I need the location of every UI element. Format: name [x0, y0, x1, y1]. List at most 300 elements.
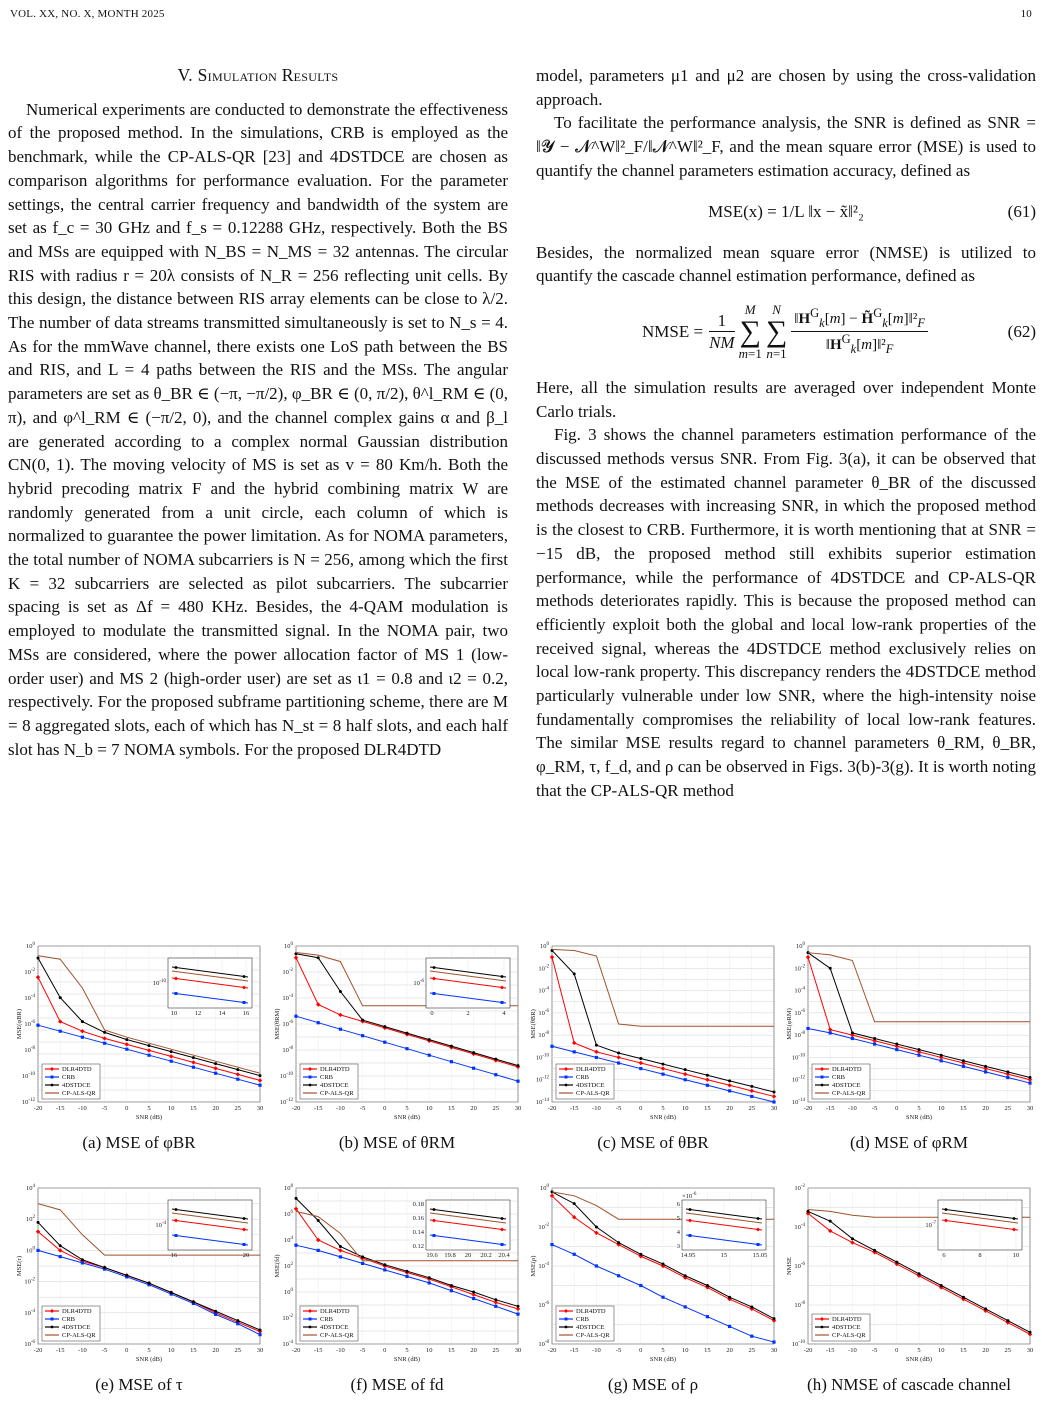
- data-point: [895, 1048, 898, 1051]
- data-point: [494, 1298, 497, 1301]
- data-point: [873, 1042, 876, 1045]
- chart-svg: [14, 938, 266, 1128]
- inset-point: [243, 1217, 246, 1220]
- inset-zoom: [413, 1200, 511, 1259]
- x-tick-label: 15: [704, 1105, 711, 1112]
- data-point: [383, 1025, 386, 1028]
- data-point: [684, 1068, 687, 1071]
- subfigure-caption: (h) NMSE of cascade channel: [807, 1375, 1011, 1394]
- inset-point: [501, 1243, 504, 1246]
- section-title: Simulation Results: [197, 65, 339, 85]
- data-point: [617, 1051, 620, 1054]
- data-point: [125, 1038, 128, 1041]
- data-point: [472, 1291, 475, 1294]
- inset-point: [501, 975, 504, 978]
- x-tick-label: -15: [825, 1347, 835, 1354]
- legend-label: CP-ALS-QR: [62, 1090, 96, 1097]
- inset-point: [501, 1001, 504, 1004]
- x-tick-label: 10: [425, 1347, 433, 1354]
- data-point: [873, 1037, 876, 1040]
- legend-label: DLR4DTD: [832, 1066, 862, 1073]
- data-point: [59, 1030, 62, 1033]
- inset-y-tick: $10^{-6}$: [413, 979, 424, 987]
- section-number: V.: [177, 65, 193, 85]
- inset-x-tick: 14.95: [680, 1252, 696, 1259]
- section-heading: [8, 64, 508, 88]
- y-tick-label: $10^{-2}$: [794, 964, 805, 973]
- inset-x-tick: 8: [978, 1252, 982, 1259]
- data-point: [1006, 1070, 1009, 1073]
- x-tick-label: -20: [547, 1105, 557, 1112]
- inset-x-tick: 6: [942, 1252, 946, 1259]
- legend-marker: [821, 1076, 824, 1079]
- legend-marker: [565, 1318, 568, 1321]
- y-tick-label: $10^{-8}$: [794, 1301, 805, 1309]
- inset-x-tick: 20.2: [480, 1252, 492, 1259]
- x-tick-label: 20: [726, 1105, 733, 1112]
- y-tick-label: $10^{-2}$: [24, 968, 35, 976]
- x-tick-label: 30: [770, 1105, 778, 1112]
- y-axis-label: MSE(τ): [16, 1255, 23, 1277]
- page-number: 10: [1020, 8, 1032, 20]
- x-axis-label: SNR (dB): [649, 1356, 677, 1363]
- x-tick-label: 0: [639, 1347, 643, 1354]
- data-point: [170, 1050, 173, 1053]
- chart-svg: [528, 1180, 780, 1370]
- y-tick-label: $10^{-10}$: [791, 1340, 805, 1348]
- legend-label: CP-ALS-QR: [62, 1332, 96, 1339]
- data-point: [1006, 1319, 1009, 1322]
- y-tick-label: $10^{-10}$: [21, 1072, 35, 1080]
- inset-point: [757, 1217, 760, 1220]
- x-tick-label: 0: [895, 1105, 899, 1112]
- legend-label: CP-ALS-QR: [832, 1332, 866, 1339]
- data-point: [103, 1266, 106, 1269]
- inset-x-tick: 4: [502, 1010, 506, 1017]
- inset-point: [243, 1243, 246, 1246]
- inset-x-tick: 16: [170, 1252, 178, 1259]
- y-tick-label: $10^{-4}$: [24, 1308, 35, 1317]
- y-tick-label: $10^{-6}$: [538, 1301, 549, 1309]
- data-point: [148, 1044, 151, 1047]
- subfigure-caption: (a) MSE of φBR: [82, 1133, 196, 1152]
- inset-x-tick: 12: [194, 1010, 202, 1017]
- x-tick-label: 5: [917, 1105, 921, 1112]
- data-point: [617, 1061, 620, 1064]
- legend-label: CRB: [62, 1316, 76, 1323]
- legend-label: DLR4DTD: [832, 1316, 862, 1323]
- data-point: [339, 990, 342, 993]
- data-point: [258, 1084, 261, 1087]
- data-point: [450, 1289, 453, 1292]
- inset-zoom: [155, 1200, 252, 1259]
- y-tick-label: $10^{-6}$: [282, 1020, 293, 1028]
- y-tick-label: $10^{-12}$: [279, 1098, 293, 1106]
- data-point: [772, 1340, 775, 1343]
- data-point: [772, 1100, 775, 1103]
- inset-point: [945, 1208, 948, 1211]
- subfigure-3: [784, 938, 1036, 1128]
- data-point: [294, 1015, 297, 1018]
- inset-x-tick: 10: [1012, 1252, 1020, 1259]
- y-tick-label: $10^{-8}$: [24, 1046, 35, 1054]
- x-tick-label: 30: [256, 1105, 264, 1112]
- data-point: [728, 1089, 731, 1092]
- x-axis-label: SNR (dB): [905, 1356, 933, 1363]
- data-point: [662, 1263, 665, 1266]
- x-tick-label: 0: [383, 1105, 387, 1112]
- data-point: [962, 1059, 965, 1062]
- legend-label: DLR4DTD: [576, 1308, 606, 1315]
- equation-61: [536, 189, 1036, 235]
- inset-y-tick: 0.14: [412, 1229, 424, 1236]
- data-point: [807, 1210, 810, 1213]
- data-point: [1028, 1081, 1031, 1084]
- x-tick-label: 10: [425, 1105, 433, 1112]
- data-point: [684, 1078, 687, 1081]
- data-point: [81, 1036, 84, 1039]
- inset-exponent: $\times 10^{-6}$: [682, 1192, 697, 1200]
- x-axis-label: SNR (dB): [135, 1114, 163, 1121]
- x-tick-label: -5: [615, 1105, 622, 1112]
- x-tick-label: -20: [33, 1105, 43, 1112]
- x-tick-label: -15: [825, 1105, 835, 1112]
- inset-point: [689, 1234, 692, 1237]
- data-point: [361, 1019, 364, 1022]
- data-point: [317, 1021, 320, 1024]
- equation-number: (61): [1007, 201, 1036, 221]
- x-tick-label: -10: [336, 1105, 345, 1112]
- y-tick-label: $10^0$: [284, 942, 293, 950]
- inset-x-tick: 0: [430, 1010, 434, 1017]
- x-tick-label: 30: [1026, 1105, 1034, 1112]
- inset-x-tick: 20.4: [498, 1252, 510, 1259]
- data-point: [147, 1054, 150, 1057]
- subfigure-caption: (f) MSE of fd: [350, 1375, 444, 1394]
- x-tick-label: 5: [147, 1347, 151, 1354]
- legend-label: 4DSTDCE: [832, 1324, 861, 1331]
- y-tick-label: $10^{-4}$: [794, 986, 805, 995]
- data-point: [494, 1073, 497, 1076]
- y-tick-label: $10^{-12}$: [535, 1075, 549, 1084]
- y-tick-label: $10^{-14}$: [791, 1098, 805, 1106]
- data-point: [192, 1066, 195, 1069]
- x-tick-label: 30: [256, 1347, 264, 1354]
- x-tick-label: 0: [639, 1105, 643, 1112]
- data-point: [773, 1090, 776, 1093]
- x-tick-label: 30: [770, 1347, 778, 1354]
- data-point: [81, 1261, 84, 1264]
- inset-zoom: [153, 958, 252, 1017]
- inset-x-tick: 2: [466, 1010, 470, 1017]
- x-tick-label: -15: [55, 1105, 65, 1112]
- data-point: [258, 1333, 261, 1336]
- data-point: [639, 1067, 642, 1070]
- data-point: [750, 1305, 753, 1308]
- inset-point: [433, 1208, 436, 1211]
- subfigure-caption: (c) MSE of θBR: [597, 1133, 709, 1152]
- x-axis-label: SNR (dB): [393, 1356, 421, 1363]
- data-point: [962, 1296, 965, 1299]
- data-point: [428, 1281, 431, 1284]
- data-point: [851, 1237, 854, 1240]
- x-tick-label: 10: [167, 1347, 175, 1354]
- data-point: [516, 1080, 519, 1083]
- x-tick-label: -5: [359, 1105, 366, 1112]
- data-point: [639, 1253, 642, 1256]
- x-tick-label: 30: [514, 1347, 522, 1354]
- data-point: [851, 1031, 854, 1034]
- x-tick-label: 15: [448, 1105, 455, 1112]
- legend-label: CRB: [576, 1316, 590, 1323]
- data-point: [918, 1272, 921, 1275]
- data-point: [750, 1335, 753, 1338]
- data-point: [617, 1274, 620, 1277]
- y-tick-label: $10^4$: [284, 1236, 293, 1244]
- data-point: [917, 1054, 920, 1057]
- y-tick-label: $10^{-2}$: [538, 964, 549, 973]
- inset-point: [243, 1001, 246, 1004]
- x-tick-label: 25: [748, 1105, 756, 1112]
- x-tick-label: -10: [848, 1105, 857, 1112]
- left-column: [8, 64, 508, 761]
- x-tick-label: 5: [405, 1105, 409, 1112]
- x-tick-label: -20: [803, 1347, 813, 1354]
- x-tick-label: -5: [101, 1105, 108, 1112]
- data-point: [706, 1315, 709, 1318]
- data-point: [829, 1031, 832, 1034]
- inset-x-tick: 20: [464, 1252, 472, 1259]
- data-point: [81, 1258, 84, 1261]
- data-point: [36, 1249, 39, 1252]
- inset-x-tick: 16: [242, 1010, 250, 1017]
- data-point: [37, 957, 40, 960]
- data-point: [361, 1034, 364, 1037]
- data-point: [706, 1074, 709, 1077]
- y-tick-label: $10^{-6}$: [794, 1262, 805, 1270]
- inset-point: [433, 992, 436, 995]
- legend-label: CP-ALS-QR: [576, 1332, 610, 1339]
- equation-body: MSE(x) = 1/L ‖x − x̃‖²₂: [708, 201, 864, 221]
- body-paragraph: model, parameters μ1 and μ2 are chosen by using the cross-validation approach.: [536, 66, 1036, 109]
- legend-label: 4DSTDCE: [320, 1324, 349, 1331]
- x-tick-label: 20: [982, 1347, 989, 1354]
- x-tick-label: 15: [190, 1347, 197, 1354]
- inset-point: [501, 1217, 504, 1220]
- legend-marker: [821, 1326, 824, 1329]
- subfigure-1: [272, 938, 524, 1128]
- data-point: [428, 1054, 431, 1057]
- inset-zoom: [413, 958, 510, 1017]
- equation-number: (62): [1007, 322, 1036, 342]
- data-point: [573, 1202, 576, 1205]
- data-point: [405, 1275, 408, 1278]
- subfigure-6: [528, 1180, 780, 1370]
- legend-label: 4DSTDCE: [320, 1082, 349, 1089]
- x-tick-label: 10: [681, 1347, 689, 1354]
- legend-label: DLR4DTD: [320, 1308, 350, 1315]
- data-point: [750, 1095, 753, 1098]
- legend-marker: [51, 1076, 54, 1079]
- data-point: [639, 1057, 642, 1060]
- inset-zoom: [925, 1200, 1022, 1259]
- x-tick-label: 15: [704, 1347, 711, 1354]
- x-tick-label: 25: [234, 1105, 242, 1112]
- x-tick-label: 0: [383, 1347, 387, 1354]
- y-tick-label: $10^{-10}$: [791, 1053, 805, 1062]
- data-point: [236, 1319, 239, 1322]
- x-tick-label: 20: [470, 1347, 477, 1354]
- inset-point: [689, 1208, 692, 1211]
- y-tick-label: $10^0$: [796, 942, 805, 950]
- y-tick-label: $10^{-10}$: [279, 1072, 293, 1080]
- data-point: [37, 1221, 40, 1224]
- data-point: [662, 1063, 665, 1066]
- y-tick-label: $10^0$: [26, 1246, 35, 1255]
- data-point: [472, 1297, 475, 1300]
- inset-x-tick: 19.6: [426, 1252, 438, 1259]
- legend-marker: [309, 1326, 312, 1329]
- y-axis-label: MSE(ρ): [530, 1255, 537, 1277]
- data-point: [895, 1261, 898, 1264]
- data-point: [1029, 1331, 1032, 1334]
- data-point: [450, 1060, 453, 1063]
- y-tick-label: $10^4$: [26, 1184, 35, 1192]
- data-point: [295, 1197, 298, 1200]
- legend-marker: [821, 1084, 824, 1087]
- data-point: [684, 1305, 687, 1308]
- y-tick-label: $10^{-6}$: [794, 1008, 805, 1017]
- inset-y-tick: $10^{-7}$: [925, 1221, 936, 1229]
- x-tick-label: -5: [101, 1347, 108, 1354]
- inset-x-tick: 10: [170, 1010, 178, 1017]
- x-tick-label: 30: [514, 1105, 522, 1112]
- x-tick-label: -15: [55, 1347, 65, 1354]
- data-point: [259, 1074, 262, 1077]
- inset-point: [175, 992, 178, 995]
- data-point: [595, 1056, 598, 1059]
- legend-label: 4DSTDCE: [576, 1082, 605, 1089]
- data-point: [851, 1037, 854, 1040]
- subfigure-7: [784, 1180, 1036, 1370]
- legend-marker: [309, 1084, 312, 1087]
- x-tick-label: 5: [661, 1105, 665, 1112]
- data-point: [873, 1249, 876, 1252]
- x-tick-label: 5: [917, 1347, 921, 1354]
- inset-x-tick: 19.8: [444, 1252, 456, 1259]
- data-point: [1006, 1076, 1009, 1079]
- x-tick-label: -20: [291, 1105, 301, 1112]
- data-point: [639, 1284, 642, 1287]
- y-tick-label: $10^{-10}$: [535, 1053, 549, 1062]
- equation-62: NMSE = $\frac{1}{NM}$ M ∑ m=1 N ∑ n=1 $\frac{‖H^G_k[m] - H̃^G_k[m]‖^2_F}{‖H^G_k[m]‖^2_F}$ (62): [642, 301, 1036, 361]
- subfigure-0: [14, 938, 266, 1128]
- subfigure-5: [272, 1180, 524, 1370]
- x-axis-label: SNR (dB): [649, 1114, 677, 1121]
- subfigure-2: [528, 938, 780, 1128]
- body-paragraph: Besides, the normalized mean square error (NMSE) is utilized to quantify the cascade channel estimation performance, defined as: [536, 242, 1036, 286]
- inset-y-tick: 0.16: [412, 1215, 424, 1222]
- x-tick-label: -10: [848, 1347, 857, 1354]
- data-point: [192, 1300, 195, 1303]
- x-tick-label: 10: [937, 1105, 945, 1112]
- x-tick-label: -15: [313, 1105, 323, 1112]
- x-tick-label: 20: [212, 1347, 219, 1354]
- data-point: [214, 1062, 217, 1065]
- chart-svg: [528, 938, 780, 1128]
- legend-marker: [51, 1084, 54, 1087]
- data-point: [661, 1073, 664, 1076]
- x-tick-label: 20: [726, 1347, 733, 1354]
- legend-label: CRB: [832, 1074, 846, 1081]
- y-axis-label: MSE(φRM): [786, 1008, 793, 1040]
- data-point: [984, 1070, 987, 1073]
- data-point: [984, 1307, 987, 1310]
- data-point: [450, 1284, 453, 1287]
- y-tick-label: $10^{-8}$: [794, 1031, 805, 1040]
- running-header: VOL. XX, NO. X, MONTH 2025: [10, 8, 165, 20]
- data-point: [550, 1243, 553, 1246]
- data-point: [428, 1038, 431, 1041]
- data-point: [170, 1291, 173, 1294]
- x-tick-label: 25: [1004, 1347, 1012, 1354]
- legend-label: 4DSTDCE: [832, 1082, 861, 1089]
- right-column: [536, 64, 1036, 803]
- data-point: [595, 1226, 598, 1229]
- x-tick-label: -15: [313, 1347, 323, 1354]
- body-paragraph: Here, all the simulation results are averaged over independent Monte Carlo trials.: [536, 377, 1036, 421]
- x-tick-label: 15: [960, 1105, 967, 1112]
- data-point: [829, 967, 832, 970]
- inset-point: [175, 966, 178, 969]
- x-tick-label: -10: [592, 1347, 601, 1354]
- inset-x-tick: 14: [218, 1010, 226, 1017]
- data-point: [214, 1072, 217, 1075]
- data-point: [148, 1282, 151, 1285]
- inset-point: [175, 1234, 178, 1237]
- x-tick-label: -10: [78, 1347, 87, 1354]
- data-point: [661, 1296, 664, 1299]
- x-tick-label: 10: [681, 1105, 689, 1112]
- data-point: [728, 1079, 731, 1082]
- x-tick-label: 15: [960, 1347, 967, 1354]
- data-point: [236, 1078, 239, 1081]
- y-tick-label: $10^{-4}$: [24, 994, 35, 1002]
- data-point: [103, 1031, 106, 1034]
- legend-marker: [309, 1318, 312, 1321]
- y-tick-label: $10^{-2}$: [24, 1277, 35, 1286]
- x-tick-label: 15: [448, 1347, 455, 1354]
- subfigure-caption: (d) MSE of φRM: [850, 1133, 968, 1152]
- y-tick-label: $10^{-8}$: [538, 1031, 549, 1040]
- data-point: [294, 1244, 297, 1247]
- subfigure-4: [14, 1180, 266, 1370]
- legend-marker: [565, 1084, 568, 1087]
- data-point: [829, 1220, 832, 1223]
- data-point: [706, 1284, 709, 1287]
- y-tick-label: $10^0$: [284, 1288, 293, 1296]
- x-tick-label: 5: [147, 1105, 151, 1112]
- data-point: [406, 1032, 409, 1035]
- body-paragraph: Fig. 3 shows the channel parameters estimation performance of the discussed methods versus SNR. From Fig. 3(a), it can be observed that the MSE of the estimated channel parameter θ_BR of the discussed methods decreases with increasing SNR, in which the proposed method is the closest to CRB. Furthermore, it is worth mentioning that at SNR = −15 dB, the proposed method still exhibits superior estimation performance, while the performance of 4DSTDCE and CP-ALS-QR methods deteriorates rapidly. This is because the proposed method can efficiently exploit both the global and local low-rank properties of the received signal, whereas the 4DSTDCE method exclusively relies on local low-rank property. This discrepancy renders the 4DSTDCE method particularly vulnerable under low SNR, where the high-intensity noise fundamentally compromises the reliability of local low-rank features. The similar MSE results regard to channel parameters θ_RM, θ_BR, φ_RM, τ, f_d, and ρ can be observed in Figs. 3(b)-3(g). It is worth noting that the CP-ALS-QR method: [536, 425, 1036, 800]
- data-point: [383, 1263, 386, 1266]
- x-tick-label: -15: [569, 1105, 579, 1112]
- data-point: [103, 1042, 106, 1045]
- data-point: [984, 1065, 987, 1068]
- y-tick-label: $10^{-6}$: [538, 1008, 549, 1017]
- data-point: [940, 1284, 943, 1287]
- inset-point: [433, 966, 436, 969]
